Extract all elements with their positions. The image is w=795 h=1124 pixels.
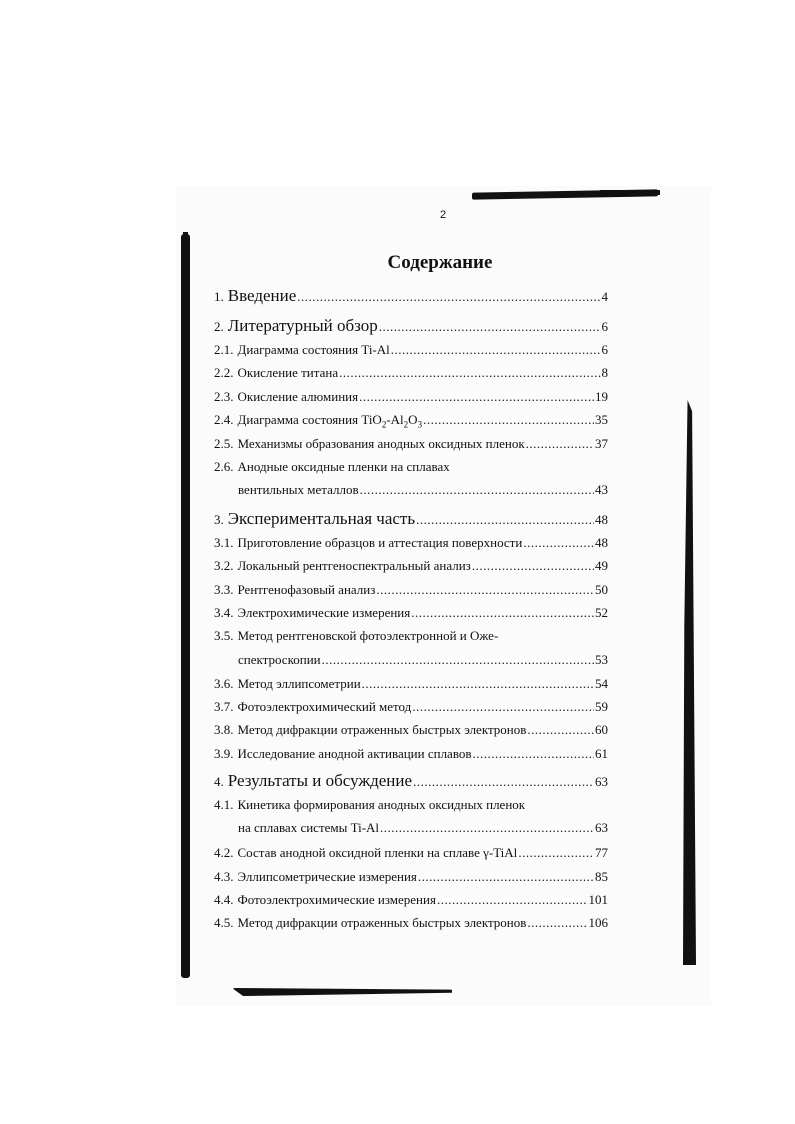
toc-entry-page: 60	[595, 722, 608, 737]
toc-entry-number: 3.9.	[214, 746, 234, 761]
toc-entry-page: 77	[595, 845, 608, 860]
toc-dot-leader	[360, 482, 594, 498]
toc-entry	[214, 869, 608, 889]
toc-dot-leader	[416, 512, 594, 528]
toc-entry	[214, 582, 608, 602]
toc-entry-page: 37	[595, 436, 608, 451]
toc-entry-number: 1.	[214, 289, 224, 304]
toc-entry-number: 3.1.	[214, 535, 234, 550]
toc-entry	[214, 316, 608, 336]
toc-entry-title: Механизмы образования анодных оксидных пленок	[237, 436, 525, 451]
toc-entry-number: 4.2.	[214, 845, 234, 860]
toc-entry-page: 61	[595, 746, 608, 761]
toc-entry-title: на сплавах системы Ti-Al	[238, 820, 380, 835]
toc-entry	[214, 771, 608, 791]
toc-entry-page: 106	[588, 915, 608, 930]
toc-entry	[214, 436, 608, 456]
toc-entry-title: Фотоэлектрохимический метод	[237, 699, 412, 714]
toc-dot-leader	[523, 535, 594, 551]
toc-entry	[214, 699, 608, 719]
scan-edge-left-top	[183, 232, 188, 262]
toc-entry-page: 6	[601, 342, 608, 357]
toc-entry-title: Метод дифракции отраженных быстрых электронов	[237, 915, 527, 930]
toc-entry-page: 49	[595, 558, 608, 573]
toc-entry-page: 59	[595, 699, 608, 714]
toc-entry	[214, 628, 608, 648]
toc-entry-number: 3.3.	[214, 582, 234, 597]
toc-dot-leader	[339, 365, 600, 381]
toc-entry-number: 2.1.	[214, 342, 234, 357]
toc-entry-title: Кинетика формирования анодных оксидных пленок	[237, 797, 526, 812]
toc-entry-title: Результаты и обсуждение	[227, 771, 413, 790]
toc-dot-leader	[297, 289, 600, 305]
toc-entry	[238, 482, 608, 502]
toc-entry-number: 4.5.	[214, 915, 234, 930]
toc-entry-number: 3.8.	[214, 722, 234, 737]
toc-entry-number: 2.5.	[214, 436, 234, 451]
toc-entry-subscript: 2	[381, 419, 387, 430]
toc-dot-leader	[473, 746, 594, 762]
toc-dot-leader	[362, 676, 594, 692]
toc-entry	[214, 509, 608, 529]
toc-entry	[214, 535, 608, 555]
toc-entry-number: 3.6.	[214, 676, 234, 691]
toc-entry-number: 4.4.	[214, 892, 234, 907]
toc-entry-page: 85	[595, 869, 608, 884]
toc-dot-leader	[411, 605, 594, 621]
toc-entry-page: 52	[595, 605, 608, 620]
toc-entry-title-part: O	[408, 412, 418, 427]
toc-entry-title: Состав анодной оксидной пленки на сплаве γ-TiAl	[237, 845, 518, 860]
toc-entry-number: 3.2.	[214, 558, 234, 573]
toc-entry	[214, 722, 608, 742]
toc-entry-title: Метод рентгеновской фотоэлектронной и Оже-	[237, 628, 499, 643]
toc-entry	[214, 286, 608, 306]
toc-entry	[214, 915, 608, 935]
toc-dot-leader	[418, 869, 594, 885]
toc-entry	[214, 342, 608, 362]
toc-entry-title: Окисление алюминия	[237, 389, 359, 404]
toc-entry-page: 4	[601, 289, 608, 304]
toc-entry-number: 2.6.	[214, 459, 234, 474]
toc-dot-leader	[380, 820, 594, 836]
scan-edge-left	[181, 234, 190, 978]
toc-entry-page: 50	[595, 582, 608, 597]
toc-entry-page: 63	[595, 774, 608, 789]
toc-entry-title: Окисление титана	[237, 365, 339, 380]
toc-entry	[214, 412, 608, 432]
toc-dot-leader	[527, 722, 594, 738]
toc-entry-page: 35	[595, 412, 608, 427]
toc-dot-leader	[518, 845, 594, 861]
toc-entry-title: Локальный рентгеноспектральный анализ	[237, 558, 471, 573]
toc-entry-number: 4.3.	[214, 869, 234, 884]
toc-entry-title: Анодные оксидные пленки на сплавах	[237, 459, 450, 474]
toc-entry-page: 54	[595, 676, 608, 691]
toc-dot-leader	[412, 699, 594, 715]
toc-entry-number: 2.3.	[214, 389, 234, 404]
toc-entry-title: Приготовление образцов и аттестация поверхности	[237, 535, 523, 550]
toc-entry-number: 4.1.	[214, 797, 234, 812]
toc-entry-title: Электрохимические измерения	[237, 605, 411, 620]
toc-entry-title: Литературный обзор	[227, 316, 378, 335]
toc-dot-leader	[391, 342, 601, 358]
toc-entry-title: Метод дифракции отраженных быстрых электронов	[237, 722, 527, 737]
toc-entry	[214, 676, 608, 696]
toc-entry-title: Диаграмма состояния Ti-Al	[237, 342, 390, 357]
toc-entry-number: 3.	[214, 512, 224, 527]
toc-entry	[238, 820, 608, 840]
scan-edge-top-corner	[600, 190, 660, 195]
toc-entry	[238, 652, 608, 672]
toc-dot-leader	[379, 319, 601, 335]
toc-entry	[214, 605, 608, 625]
page-number: 2	[439, 209, 447, 221]
toc-entry-number: 4.	[214, 774, 224, 789]
toc-entry	[214, 892, 608, 912]
toc-entry-page: 19	[595, 389, 608, 404]
toc-entry-page: 101	[588, 892, 608, 907]
toc-entry-title: Экспериментальная часть	[227, 509, 416, 528]
toc-entry-title: вентильных металлов	[238, 482, 359, 497]
toc-entry-page: 53	[595, 652, 608, 667]
toc-entry-number: 2.2.	[214, 365, 234, 380]
toc-entry-page: 48	[595, 535, 608, 550]
toc-dot-leader	[359, 389, 594, 405]
toc-entry-page: 6	[601, 319, 608, 334]
toc-entry	[214, 558, 608, 578]
toc-entry	[214, 389, 608, 409]
toc-entry	[214, 845, 608, 865]
toc-entry-title	[238, 412, 423, 428]
toc-dot-leader	[376, 582, 594, 598]
toc-dot-leader	[322, 652, 594, 668]
toc-entry-title: спектроскопии	[238, 652, 321, 667]
toc-entry-title: Эллипсометрические измерения	[237, 869, 417, 884]
toc-entry	[214, 797, 608, 817]
toc-entry-title: Исследование анодной активации сплавов	[237, 746, 472, 761]
toc-entry-number: 3.7.	[214, 699, 234, 714]
toc-entry-number: 2.4.	[214, 412, 234, 427]
toc-dot-leader	[527, 915, 587, 931]
toc-entry-subscript: 3	[417, 419, 423, 430]
toc-entry-page: 63	[595, 820, 608, 835]
toc-dot-leader	[437, 892, 588, 908]
toc-entry-page: 43	[595, 482, 608, 497]
page-title: Содержание	[387, 252, 493, 273]
toc-entry-number: 2.	[214, 319, 224, 334]
toc-dot-leader	[413, 774, 594, 790]
toc-entry-title: Рентгенофазовый анализ	[237, 582, 376, 597]
toc-entry-title: Фотоэлектрохимические измерения	[237, 892, 436, 907]
toc-dot-leader	[472, 558, 594, 574]
toc-entry-title: Метод эллипсометрии	[237, 676, 361, 691]
toc-entry-page: 8	[601, 365, 608, 380]
toc-dot-leader	[526, 436, 594, 452]
toc-entry	[214, 459, 608, 479]
toc-entry-title: Введение	[227, 286, 297, 305]
toc-entry	[214, 746, 608, 766]
toc-entry-subscript: 2	[403, 419, 409, 430]
toc-entry-number: 3.4.	[214, 605, 234, 620]
toc-entry-title-part: Диаграмма состояния TiO	[237, 412, 382, 427]
toc-dot-leader	[423, 412, 594, 428]
toc-entry-number: 3.5.	[214, 628, 234, 643]
toc-entry	[214, 365, 608, 385]
toc-entry-page: 48	[595, 512, 608, 527]
toc-entry-title-part: -Al	[386, 412, 404, 427]
